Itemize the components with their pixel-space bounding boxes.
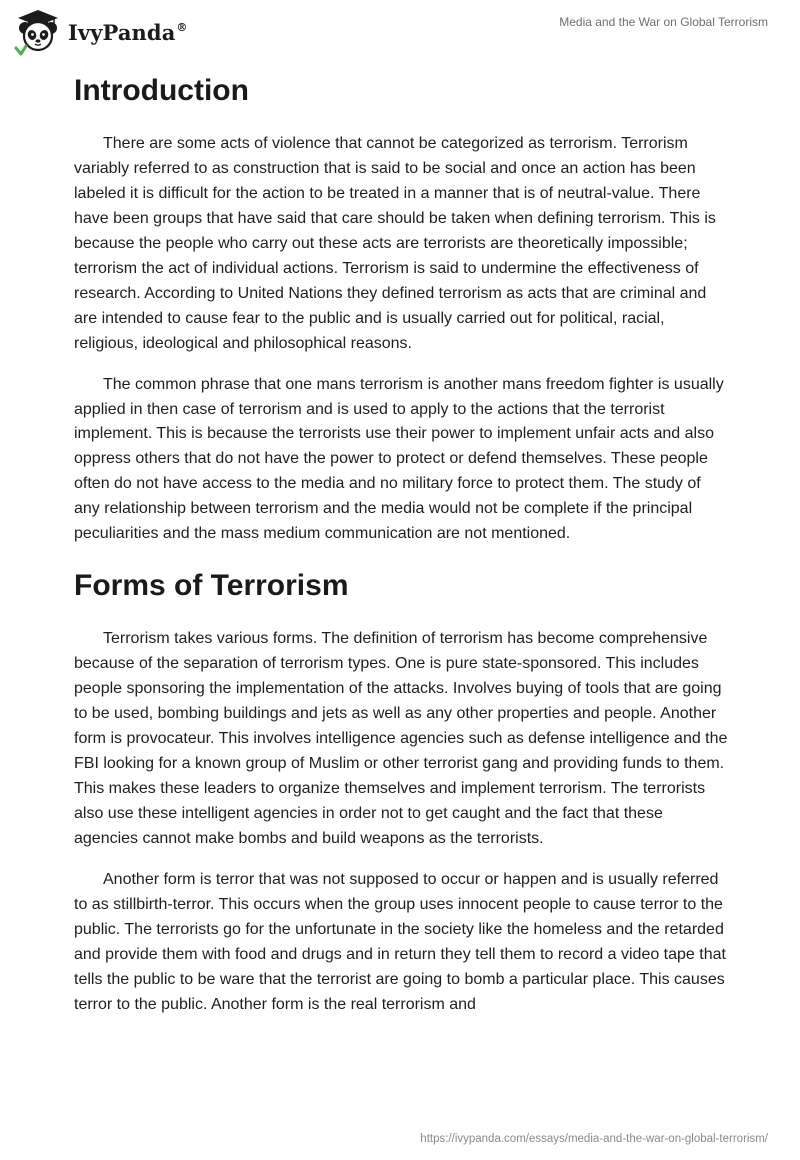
paragraph: There are some acts of violence that cannot be categorized as terrorism. Terrorism variably referred to as construction that is said to be social and once an action has been labeled it is difficult for the action to be treated in a manner that is of neutral-value. There have been groups that have said that care should be taken when defining terrorism. This is because the people who carry out these acts are terrorists are theoretically impossible; terrorism the act of individual actions. Terrorism is said to undermine the effectiveness of research. According to United Nations they defined terrorism as acts that are criminal and are intended to cause fear to the public and is usually carried out for political, racial, religious, ideological and philosophical reasons. (74, 135, 716, 352)
brand-logo[interactable] (14, 8, 188, 56)
source-url-link[interactable]: https://ivypanda.com/essays/media-and-the-war-on-global-terrorism/ (420, 1133, 768, 1145)
section-heading-introduction: Introduction (74, 74, 249, 107)
paragraph: Terrorism takes various forms. The definition of terrorism has become comprehensive because of the separation of terrorism types. One is pure state-sponsored. This includes people sponsoring the implementation of the attacks. Involves buying of tools that are going to be used, bombing buildings and jets as well as any other properties and people. Another form is provocateur. This involves intelligence agencies such as defense intelligence and the FBI looking for a known group of Muslim or other terrorist gang and providing funds to them. This makes these leaders to organize themselves and implement terrorism. The terrorists also use these intelligent agencies in order not to get caught and the fact that these agencies cannot make bombs and build weapons as the terrorists. (74, 630, 728, 847)
document-title: Media and the War on Global Terrorism (559, 15, 768, 29)
paragraph: The common phrase that one mans terrorism is another mans freedom fighter is usually applied in then case of terrorism and is used to apply to the actions that the terrorist implement. This is because the terrorists use their power to implement unfair acts and also oppress others that do not have the power to protect or defend themselves. These people often do not have access to the media and no military force to protect them. The study of any relationship between terrorism and the media would not be complete if the principal peculiarities and the mass medium communication are not mentioned. (74, 375, 724, 543)
page-header (0, 0, 800, 60)
essay-body (74, 70, 730, 1034)
section-heading-forms-of-terrorism: Forms of Terrorism (74, 569, 349, 603)
brand-name: IvyPanda® (68, 19, 188, 45)
paragraph: Another form is terror that was not supposed to occur or happen and is usually referred to as stillbirth-terror. This occurs when the group uses innocent people to cause terror to the public. The terrorists go for the unfortunate in the society like the homeless and the retarded and provide them with food and drugs and in return they tell them to record a video tape that tells the public to be ware that the terrorist are going to bomb a particular place. This causes terror to the public. Another form is the real terrorism and (74, 870, 726, 1013)
panda-logo-icon (14, 8, 62, 56)
